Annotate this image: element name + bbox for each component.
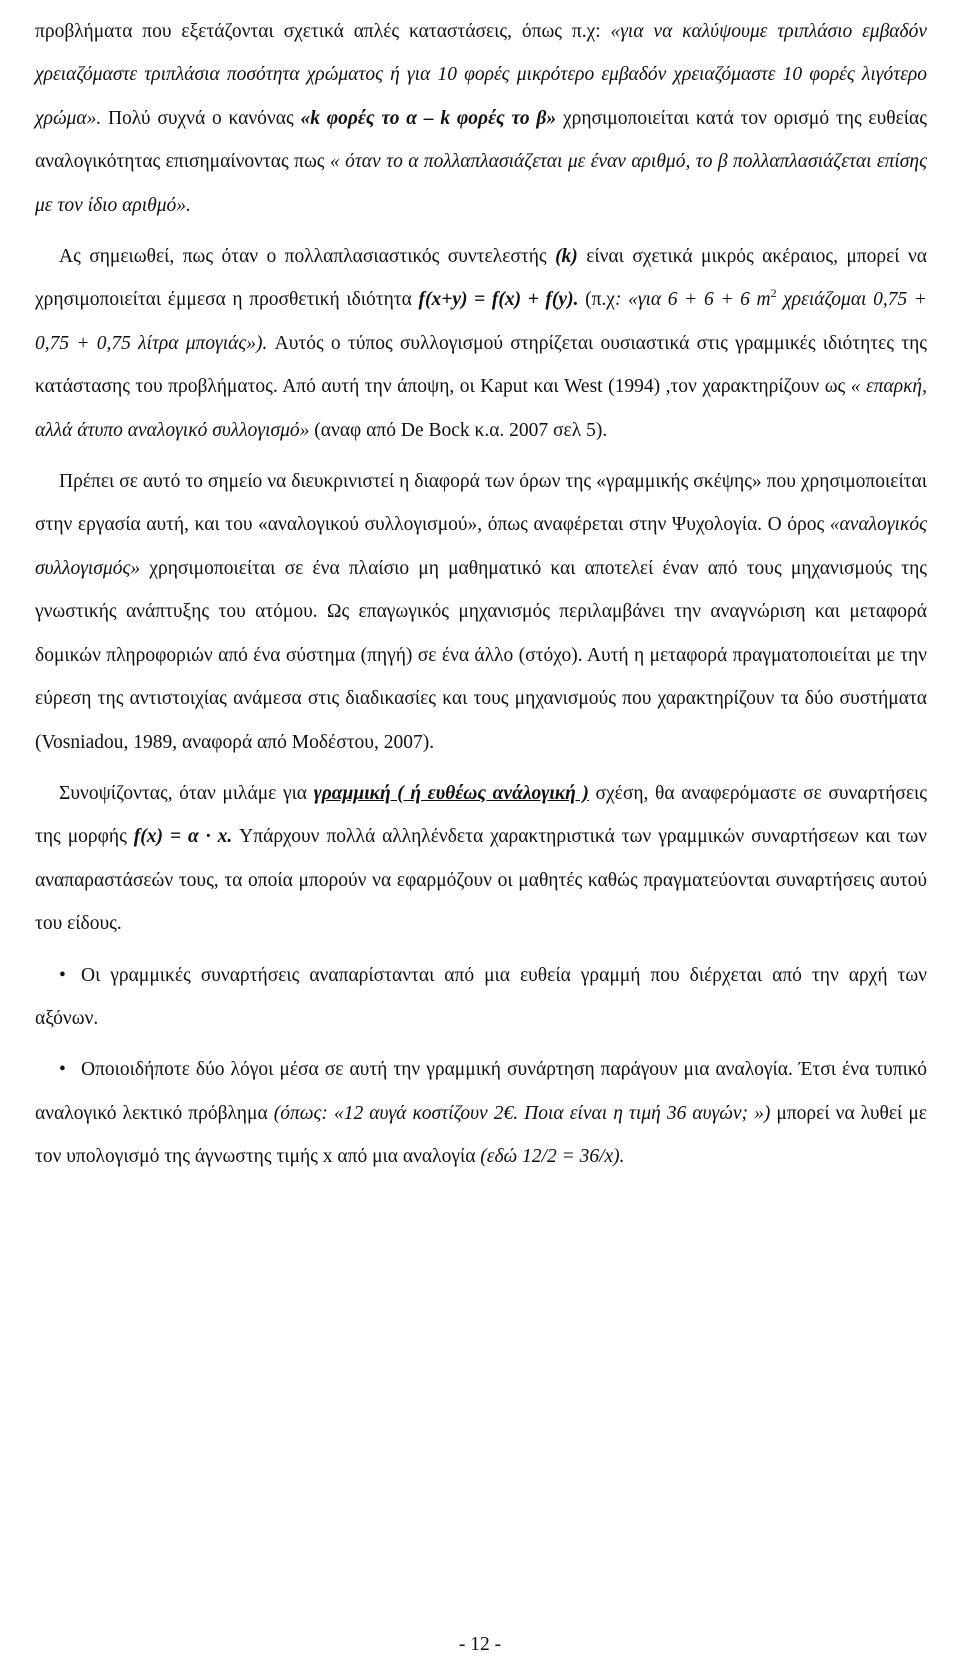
p2-text-h: Αυτός ο τύπος συλλογισμού στηρίζεται ουσιαστικά στις γραμμικές ιδιότητες της κατάστασης του προβλήματος. Από αυτή την άποψη, οι Kaput και West (1994) ,τον χαρακτηρίζουν ως xyxy=(35,332,927,398)
bullet-icon: • xyxy=(59,964,66,986)
p2-superscript: 2 xyxy=(770,286,777,301)
bullet-2-proportion: (εδώ 12/2 = 36/x). xyxy=(480,1146,625,1168)
p4-text-a: Συνοψίζοντας, όταν μιλάμε για xyxy=(59,782,314,804)
bullet-1-text: Οι γραμμικές συναρτήσεις αναπαρίστανται από μια ευθεία γραμμή που διέρχεται από την αρχή των αξόνων. xyxy=(35,964,927,1029)
p2-text-c: είναι σχετικά μικρός ακέραιος, μπορεί να χρησιμοποιείται έμμεσα η προσθετική ιδιότητα xyxy=(35,246,927,311)
bullet-item-2 xyxy=(35,1048,927,1178)
paragraph-2 xyxy=(35,235,927,452)
p1-rule-k-times: «k φορές το α – k φορές το β» xyxy=(300,107,557,129)
p2-text-e: (π.χ xyxy=(578,289,615,311)
paragraph-3 xyxy=(35,460,927,764)
p1-text-a: προβλήματα που εξετάζονται σχετικά απλές καταστάσεις, όπως π.χ: xyxy=(35,21,611,42)
page-number: - 12 - xyxy=(458,1634,502,1655)
paragraph-4 xyxy=(35,772,927,946)
p4-text-c: σχέση, θα αναφερόμαστε σε συναρτήσεις της μορφής xyxy=(35,782,928,848)
p4-term-linear: γραμμική ( ή ευθέως ανάλογική ) xyxy=(313,782,589,804)
paragraph-1 xyxy=(35,10,927,227)
p4-text-e: Υπάρχουν πολλά αλληλένδετα χαρακτηριστικά των γραμμικών συναρτήσεων και των αναπαραστάσεών τους, τα οποία μπορούν να εφαρμόζουν οι μαθητές καθώς πραγματεύονται συναρτήσεις αυτού του είδους. xyxy=(35,826,927,935)
p3-text-c: χρησιμοποιείται σε ένα πλαίσιο μη μαθηματικό και αποτελεί έναν από τους μηχανισμούς της γνωστικής ανάπτυξης του ατόμου. Ως επαγωγικός μηχανισμός περιλαμβάνει την αναγνώριση και μεταφορά δομικών πληροφοριών από ένα σύστημα (πηγή) σε ένα άλλο (στόχο). Αυτή η μεταφορά πραγματοποιείται με την εύρεση της αντιστοιχίας ανάμεσα στις διαδικασίες και τους μηχανισμούς που χαρακτηρίζουν τα δύο συστήματα (Vosniadou, 1989, αναφορά από Μοδέστου, 2007). xyxy=(35,557,927,753)
p2-additive-property: f(x+y) = f(x) + f(y). xyxy=(418,289,579,311)
p1-quote-paint: «για να καλύψουμε τριπλάσιο εμβαδόν χρειαζόμαστε τριπλάσια ποσότητα χρώματος ή για 10 φορές μικρότερο εμβαδόν χρειαζόμαστε 10 φορές λιγότερο χρώμα». xyxy=(35,21,927,129)
p2-example-b: χρειάζομαι 0,75 + 0,75 + 0,75 λίτρα μπογιάς»). xyxy=(35,289,928,354)
p4-formula: f(x) = α · x. xyxy=(133,826,233,848)
p1-quote-multiply: « όταν το α πολλαπλασιάζεται με έναν αριθμό, το β πολλαπλασιάζεται επίσης με τον ίδιο αριθμό». xyxy=(35,151,927,216)
p2-example-a: : «για 6 + 6 + 6 m xyxy=(614,289,771,311)
bullet-item-1 xyxy=(35,954,927,1041)
p1-text-c: Πολύ συχνά ο κανόνας xyxy=(101,107,301,129)
bullet-2-example: (όπως: «12 αυγά κοστίζουν 2€. Ποια είναι η τιμή 36 αυγών; ») xyxy=(273,1102,771,1124)
p2-quote-reasoning: « επαρκή, αλλά άτυπο αναλογικό συλλογισμό» xyxy=(35,376,927,441)
bullet-icon: • xyxy=(59,1059,66,1081)
p2-text-a: Ας σημειωθεί, πως όταν ο πολλαπλασιαστικός συντελεστής xyxy=(59,246,556,268)
bullet-2-text-a: Οποιοιδήποτε δύο λόγοι μέσα σε αυτή την γραμμική συνάρτηση παράγουν μια αναλογία. Έτσι ένα τυπικό αναλογικό λεκτικό πρόβλημα xyxy=(35,1059,927,1124)
p3-text-a: Πρέπει σε αυτό το σημείο να διευκρινιστεί η διαφορά των όρων της «γραμμικής σκέψης» που χρησιμοποιείται στην εργασία αυτή, και του «αναλογικού συλλογισμού», όπως αναφέρεται στην Ψυχολογία. Ο όρος xyxy=(35,471,927,536)
document-body xyxy=(35,10,927,1179)
p1-text-e: χρησιμοποιείται κατά τον ορισμό της ευθείας αναλογικότητας επισημαίνοντας πως xyxy=(35,107,927,173)
p2-citation: (αναφ από De Bock κ.α. 2007 σελ 5). xyxy=(309,419,608,441)
bullet-2-text-c: μπορεί να λυθεί με τον υπολογισμό της άγνωστης τιμής x από μια αναλογία xyxy=(35,1102,927,1168)
p3-term-analogical: «αναλογικός συλλογισμός» xyxy=(35,514,927,579)
p2-k-coefficient: (k) xyxy=(555,246,578,268)
